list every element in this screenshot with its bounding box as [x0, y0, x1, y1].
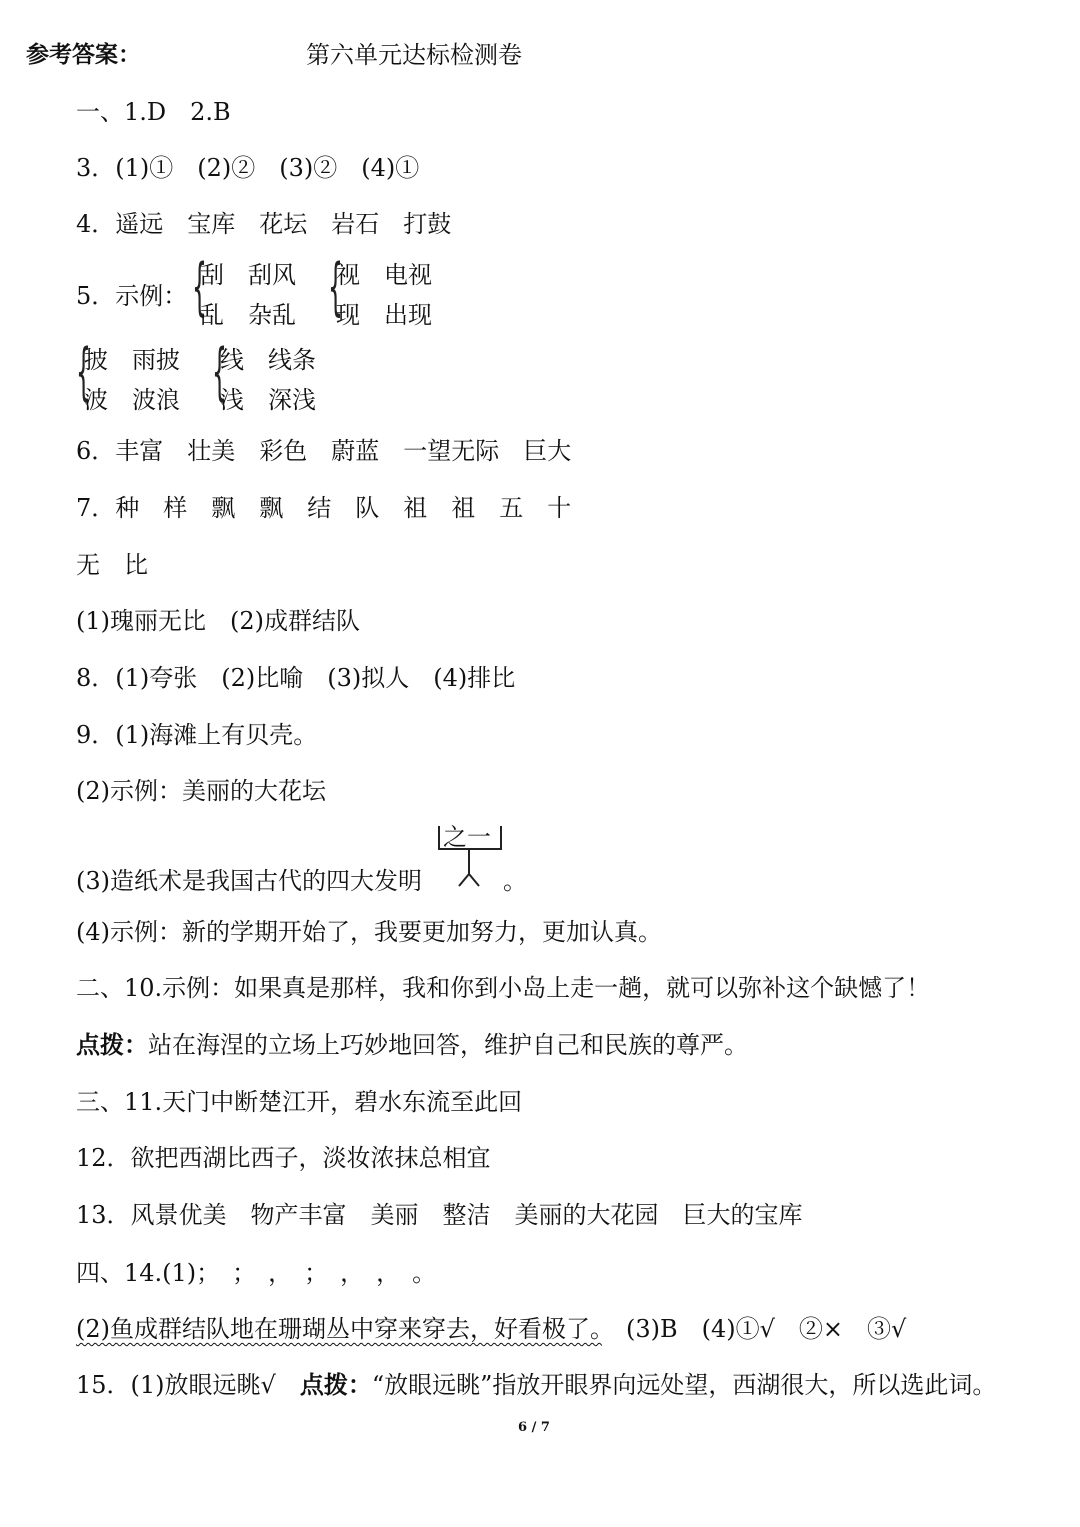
q13-answer: 13．风景优美 物产丰富 美丽 整洁 美丽的大花园 巨大的宝库: [76, 1201, 803, 1229]
q9-line4: (4)示例：新的学期开始了，我要更加努力，更加认真。: [76, 918, 662, 946]
q9-line3-end: 。: [503, 867, 527, 895]
q9-line2: (2)示例：美丽的大花坛: [76, 777, 326, 805]
q5-group2-top: 视 电视: [336, 261, 432, 289]
q9-line1: 9．(1)海滩上有贝壳。: [76, 721, 318, 749]
page-number: 6 / 7: [518, 1420, 550, 1435]
q5-group4-top: 线 线条: [220, 346, 316, 374]
q7-line3: (1)瑰丽无比 (2)成群结队: [76, 607, 360, 635]
q15-part-b: “放眼远眺”指放开眼界向远处望，西湖很大，所以选此词。: [371, 1371, 997, 1399]
q5-group4-bottom: 浅 深浅: [220, 386, 316, 414]
brace-icon: {: [76, 335, 91, 408]
q15-part-a: 15．(1)放眼远眺√: [76, 1371, 300, 1399]
brace-icon: {: [212, 335, 227, 408]
q5-group3-bottom: 波 波浪: [84, 386, 180, 414]
q10-answer: 二、10.示例：如果真是那样，我和你到小岛上走一趟，就可以弥补这个缺憾了！: [76, 974, 931, 1002]
q10-hint: [76, 1030, 748, 1060]
q14-part1: 四、14.(1)； ； ， ； ， ， 。: [76, 1259, 437, 1287]
q5-group1-bottom: 乱 杂乱: [200, 301, 296, 329]
answer-title: 参考答案：: [26, 42, 141, 68]
q1-answer: 一、1.D 2.B: [76, 98, 231, 126]
q14-rest: (3)B (4)①√ ②× ③√: [602, 1315, 907, 1343]
q12-answer: 12．欲把西湖比西子，淡妆浓抹总相宜: [76, 1144, 491, 1172]
q15-hint-label: 点拨：: [299, 1371, 372, 1399]
q8-answer: 8．(1)夸张 (2)比喻 (3)拟人 (4)排比: [76, 664, 516, 692]
q5-group3-top: 披 雨披: [84, 346, 180, 374]
hint-text: 站在海涅的立场上巧妙地回答，维护自己和民族的尊严。: [148, 1031, 748, 1059]
insertion-caret-icon: [458, 848, 488, 888]
insertion-text: 之一: [443, 823, 491, 851]
q7-line2: 无 比: [76, 551, 148, 579]
unit-title: 第六单元达标检测卷: [306, 41, 522, 69]
brace-icon: {: [328, 250, 343, 323]
q5-group1-top: 刮 刮风: [200, 261, 296, 289]
q6-answer: 6．丰富 壮美 彩色 蔚蓝 一望无际 巨大: [76, 437, 572, 465]
q5-group2-bottom: 现 出现: [336, 301, 432, 329]
q3-answer: 3．(1)① (2)② (3)② (4)①: [76, 154, 420, 182]
q9-line3: (3)造纸术是我国古代的四大发明: [76, 867, 422, 895]
brace-icon: {: [192, 250, 207, 323]
q5-label: 5．示例：: [76, 282, 188, 310]
q11-answer: 三、11.天门中断楚江开，碧水东流至此回: [76, 1088, 523, 1116]
q7-line1: 7．种 样 飘 飘 结 队 祖 祖 五 十: [76, 494, 572, 522]
hint-label: 点拨：: [76, 1031, 148, 1059]
q4-answer: 4．遥远 宝库 花坛 岩石 打鼓: [76, 210, 452, 238]
q14-part2: [76, 1314, 906, 1344]
q15-answer: [76, 1370, 996, 1400]
underlined-sentence: (2)鱼成群结队地在珊瑚丛中穿来穿去，好看极了。: [76, 1315, 602, 1343]
